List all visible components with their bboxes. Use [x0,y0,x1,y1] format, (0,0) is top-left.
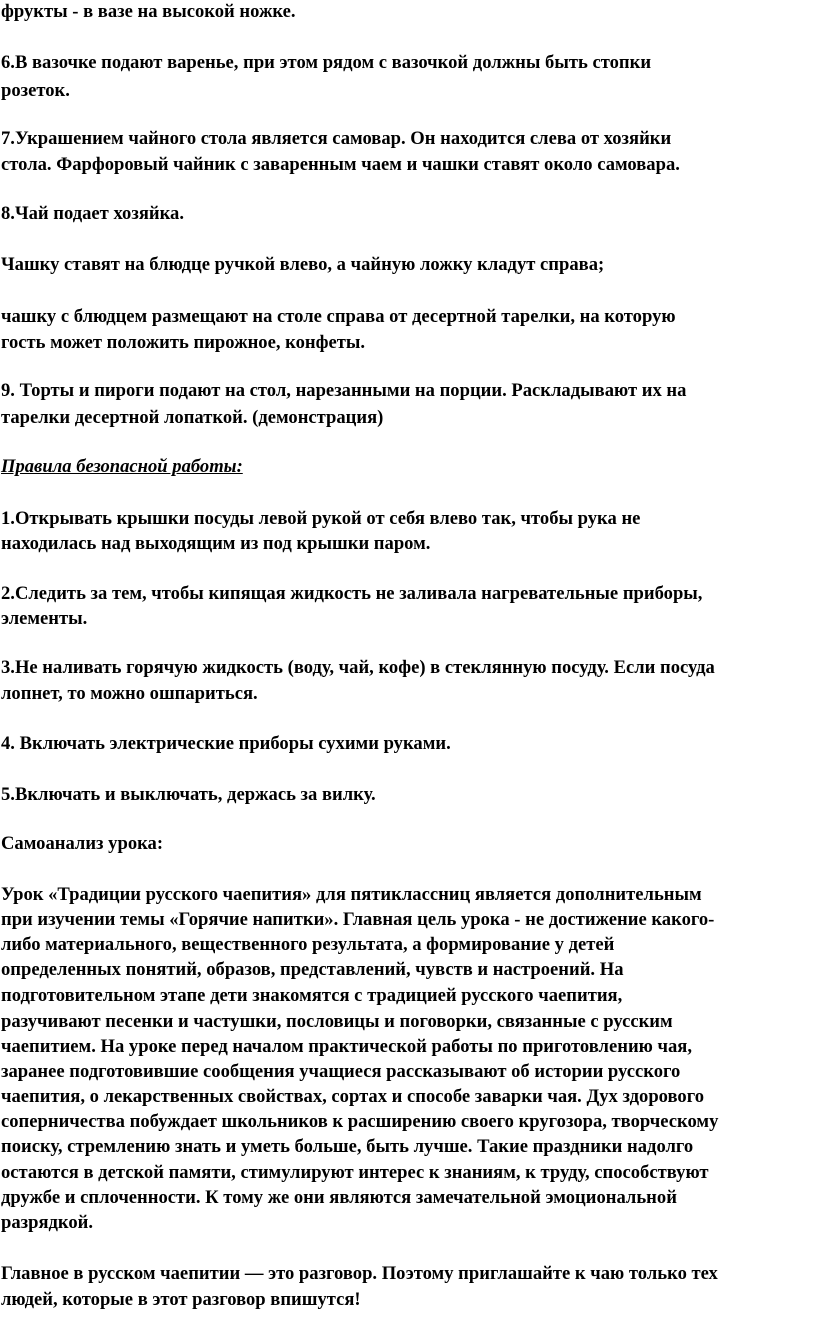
text-line: 3.Не наливать горячую жидкость (воду, чай, кофе) в стеклянную посуду. Если посуда [1,657,715,678]
text-line: чаепитием. На уроке перед началом практической работы по приготовлению чая, [1,1036,693,1057]
text-line: соперничества побуждает школьников к расширению своего кругозора, творческому [1,1111,719,1132]
text-line: определенных понятий, образов, представлений, чувств и настроений. На [1,959,624,980]
text-line: 2.Следить за тем, чтобы кипящая жидкость не заливала нагревательные приборы, [1,583,703,604]
text-line: людей, которые в этот разговор впишутся! [1,1289,361,1310]
text-line: при изучении темы «Горячие напитки». Главная цель урока - не достижение какого- [1,909,715,930]
text-line: 6.В вазочке подают варенье, при этом рядом с вазочкой должны быть стопки [1,52,652,73]
text-line: лопнет, то можно ошпариться. [1,683,258,704]
text-line: Чашку ставят на блюдце ручкой влево, а чайную ложку кладут справа; [1,254,605,275]
text-line: Главное в русском чаепитии — это разговор. Поэтому приглашайте к чаю только тех [1,1263,718,1284]
text-line: розеток. [1,80,70,101]
text-line: тарелки десертной лопаткой. (демонстрация) [1,407,384,428]
text-line: 4. Включать электрические приборы сухими руками. [1,733,451,754]
text-line: подготовительном этапе дети знакомятся с традицией русского чаепития, [1,985,623,1006]
text-line: остаются в детской памяти, стимулируют интерес к знаниям, к труду, способствуют [1,1162,709,1183]
text-line: чашку с блюдцем размещают на столе справа от десертной тарелки, на которую [1,306,676,327]
text-line: 7.Украшением чайного стола является самовар. Он находится слева от хозяйки [1,128,672,149]
text-line: заранее подготовившие сообщения учащиеся рассказывают об истории русского [1,1061,681,1082]
text-line: поиску, стремлению знать и уметь больше, быть лучше. Такие праздники надолго [1,1136,694,1157]
text-line: находилась над выходящим из под крышки паром. [1,533,431,554]
text-line: гость может положить пирожное, конфеты. [1,332,366,353]
text-line: элементы. [1,608,88,629]
text-line: 1.Открывать крышки посуды левой рукой от себя влево так, чтобы рука не [1,508,641,529]
text-line: фрукты - в вазе на высокой ножке. [1,1,296,22]
text-line: дружбе и сплоченности. К тому же они являются замечательной эмоциональной [1,1187,677,1208]
text-line: либо материального, вещественного результата, а формирование у детей [1,934,615,955]
section-heading-safety: Правила безопасной работы: [1,456,243,477]
text-line: чаепития, о лекарственных свойствах, сортах и способе заварки чая. Дух здорового [1,1086,705,1107]
text-line: 8.Чай подает хозяйка. [1,203,184,224]
text-line: Урок «Традиции русского чаепития» для пятиклассниц является дополнительным [1,884,702,905]
text-line: стола. Фарфоровый чайник с заваренным чаем и чашки ставят около самовара. [1,154,680,175]
text-line: 5.Включать и выключать, держась за вилку. [1,784,376,805]
text-line: 9. Торты и пироги подают на стол, нарезанными на порции. Раскладывают их на [1,380,687,401]
text-line: разрядкой. [1,1212,94,1233]
section-heading-self-analysis: Самоанализ урока: [1,833,164,854]
text-line: разучивают песенки и частушки, пословицы и поговорки, связанные с русским [1,1011,673,1032]
